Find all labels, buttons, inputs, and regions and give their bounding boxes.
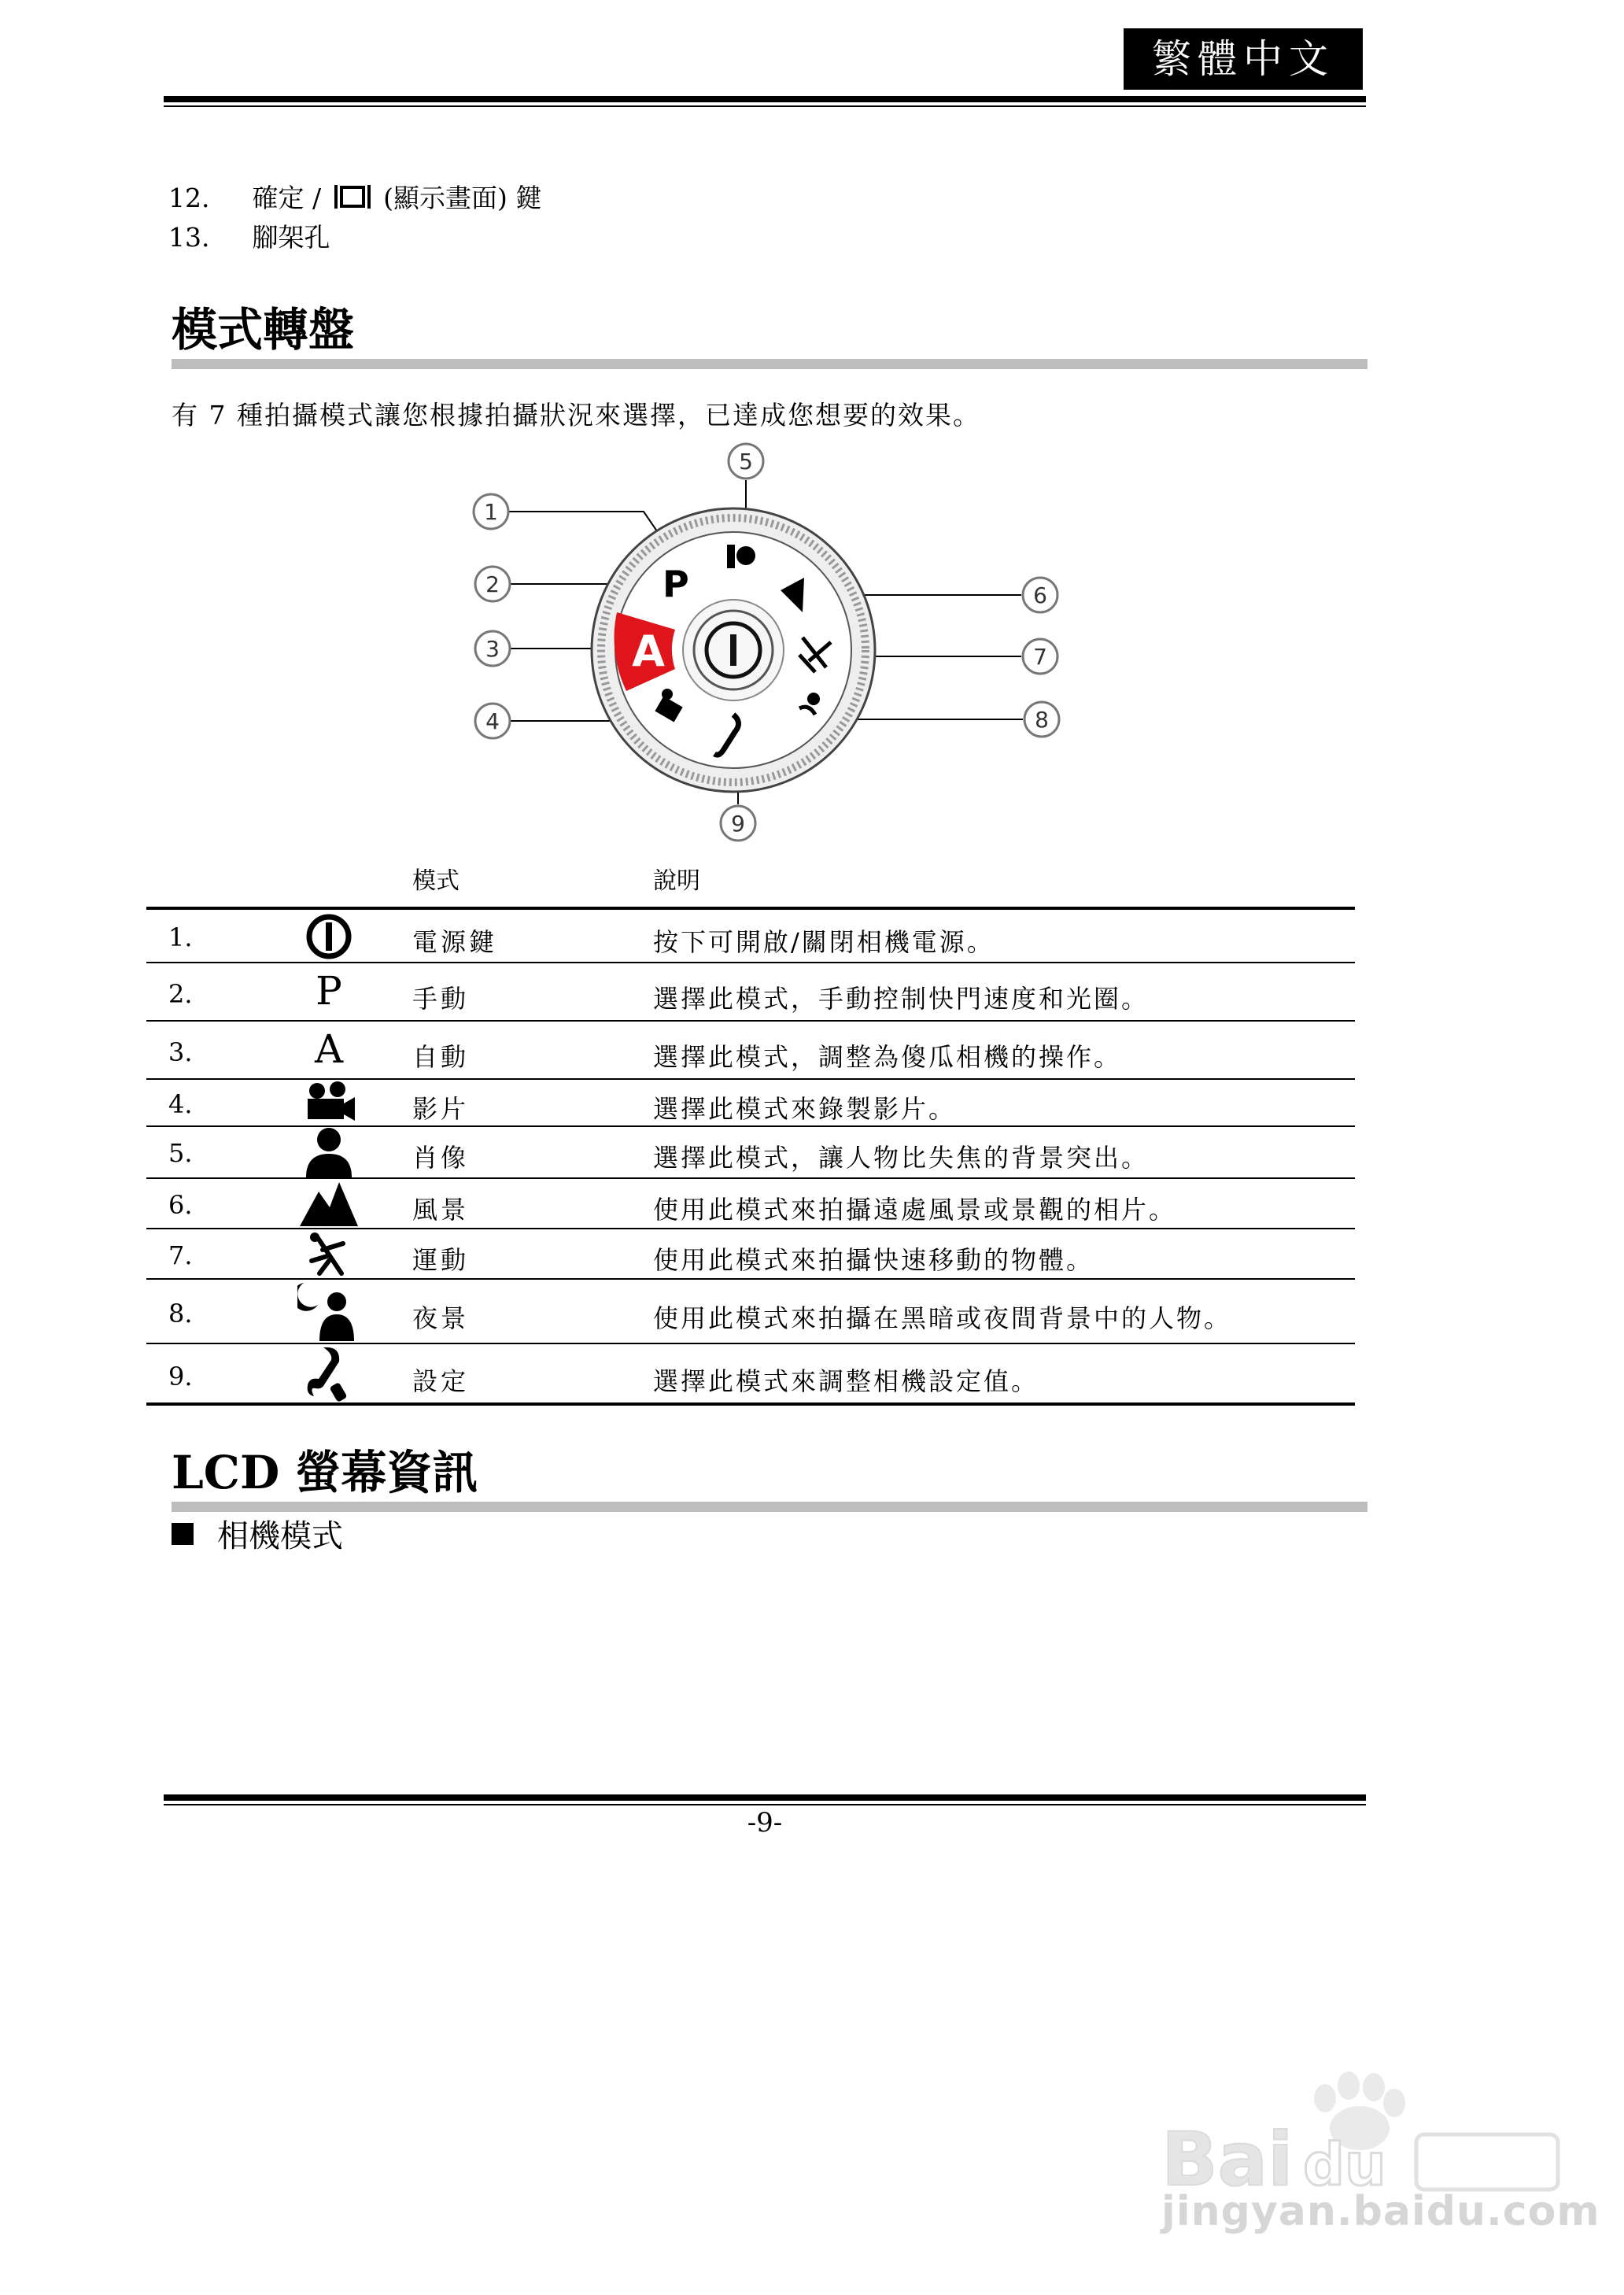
row-mode: 夜景 — [412, 1303, 470, 1333]
table-row — [146, 910, 1355, 962]
callout-5 — [729, 444, 763, 479]
callout-4 — [475, 704, 510, 738]
svg-text:A: A — [632, 626, 665, 676]
row-mode: 影片 — [412, 1094, 470, 1124]
callout-label-5: 5 — [739, 449, 753, 475]
table-row — [146, 1179, 1355, 1228]
callout-label-8: 8 — [1035, 707, 1049, 733]
callout-label-6: 6 — [1033, 582, 1047, 608]
power-icon — [282, 913, 376, 966]
list-item-13 — [168, 222, 330, 253]
mode-dial-diagram — [456, 431, 1070, 850]
row-description: 選擇此模式，手動控制快門速度和光圈。 — [653, 984, 1150, 1014]
section-title-lcd-info: LCD 螢幕資訊 — [172, 1446, 478, 1499]
table-row — [146, 1280, 1355, 1343]
sport-icon — [282, 1229, 376, 1283]
callout-1 — [474, 494, 508, 529]
page-number: -9- — [747, 1807, 783, 1839]
bullet-camera-mode — [172, 1511, 343, 1556]
row-number: 6. — [168, 1190, 193, 1220]
row-mode: 設定 — [412, 1366, 470, 1396]
row-number: 4. — [168, 1089, 193, 1119]
row-description: 選擇此模式，讓人物比失焦的背景突出。 — [653, 1143, 1150, 1173]
row-mode: 自動 — [412, 1042, 470, 1072]
callout-label-1: 1 — [484, 499, 498, 525]
section-title-mode-dial: 模式轉盤 — [172, 303, 355, 357]
square-bullet-icon — [172, 1523, 194, 1545]
table-header-description: 說明 — [653, 867, 700, 895]
display-toggle-icon — [333, 183, 372, 217]
row-mode: 電源鍵 — [412, 927, 498, 957]
callout-3 — [475, 631, 510, 666]
row-number: 8. — [168, 1299, 193, 1329]
row-number: 5. — [168, 1138, 193, 1168]
table-bottom-rule — [146, 1402, 1355, 1406]
callout-6 — [1023, 578, 1057, 612]
item-number: 12. — [168, 183, 210, 213]
footer-rule — [164, 1794, 1366, 1801]
item-text-before: 確定 / — [252, 183, 322, 213]
row-number: 3. — [168, 1037, 193, 1067]
row-mode: 手動 — [412, 984, 470, 1014]
row-number: 1. — [168, 922, 193, 952]
portrait-icon — [282, 1127, 376, 1184]
row-description: 使用此模式來拍攝快速移動的物體。 — [653, 1245, 1094, 1275]
bullet-text: 相機模式 — [217, 1518, 343, 1554]
row-description: 選擇此模式，調整為傻瓜相機的操作。 — [653, 1042, 1122, 1072]
table-row — [146, 1344, 1355, 1402]
callout-label-4: 4 — [485, 708, 500, 734]
row-number: 7. — [168, 1240, 193, 1270]
list-item-12 — [168, 183, 541, 217]
auto-a-icon: A — [314, 1026, 344, 1072]
svg-text:du: du — [1303, 2131, 1386, 2196]
callout-label-9: 9 — [731, 811, 745, 837]
callout-8 — [1024, 702, 1059, 737]
table-row — [146, 1127, 1355, 1177]
table-row — [146, 1229, 1355, 1278]
row-description: 選擇此模式來調整相機設定值。 — [653, 1366, 1039, 1396]
night-portrait-icon — [282, 1281, 376, 1347]
setup-wrench-icon — [282, 1344, 376, 1409]
svg-text:Bai: Bai — [1161, 2117, 1294, 2196]
row-mode: 肖像 — [412, 1143, 470, 1173]
footer-rule-thin — [164, 1804, 1366, 1805]
svg-text:P: P — [663, 563, 689, 605]
row-number: 2. — [168, 979, 193, 1009]
row-number: 9. — [168, 1362, 193, 1391]
callout-label-2: 2 — [485, 571, 500, 597]
header-rule-thin — [164, 105, 1366, 107]
intro-paragraph: 有 7 種拍攝模式讓您根據拍攝狀況來選擇，已達成您想要的效果。 — [172, 400, 980, 431]
callout-label-7: 7 — [1033, 644, 1047, 670]
section-divider — [172, 1502, 1367, 1512]
item-text: 腳架孔 — [252, 222, 330, 253]
callout-7 — [1023, 639, 1057, 674]
table-row — [146, 963, 1355, 1020]
row-description: 按下可開啟/關閉相機電源。 — [653, 927, 995, 957]
row-mode: 風景 — [412, 1195, 470, 1225]
item-number: 13. — [168, 222, 210, 253]
item-text-after: (顯示畫面) 鍵 — [383, 183, 542, 213]
row-description: 使用此模式來拍攝遠處風景或景觀的相片。 — [653, 1195, 1177, 1225]
callout-2 — [475, 567, 510, 601]
row-description: 使用此模式來拍攝在黑暗或夜間背景中的人物。 — [653, 1303, 1232, 1333]
row-mode: 運動 — [412, 1245, 470, 1275]
watermark-url: jingyan.baidu.com — [1161, 2188, 1600, 2235]
movie-camera-icon — [282, 1080, 376, 1130]
callout-9 — [721, 806, 755, 841]
landscape-icon — [282, 1179, 376, 1232]
row-description: 選擇此模式來錄製影片。 — [653, 1094, 957, 1124]
callout-label-3: 3 — [485, 636, 500, 662]
table-row — [146, 1080, 1355, 1125]
table-header-mode: 模式 — [412, 867, 460, 895]
language-tab: 繁體中文 — [1124, 28, 1363, 90]
manual-p-icon: P — [316, 968, 342, 1014]
header-rule — [164, 96, 1366, 102]
table-row — [146, 1022, 1355, 1078]
section-divider — [172, 359, 1367, 369]
